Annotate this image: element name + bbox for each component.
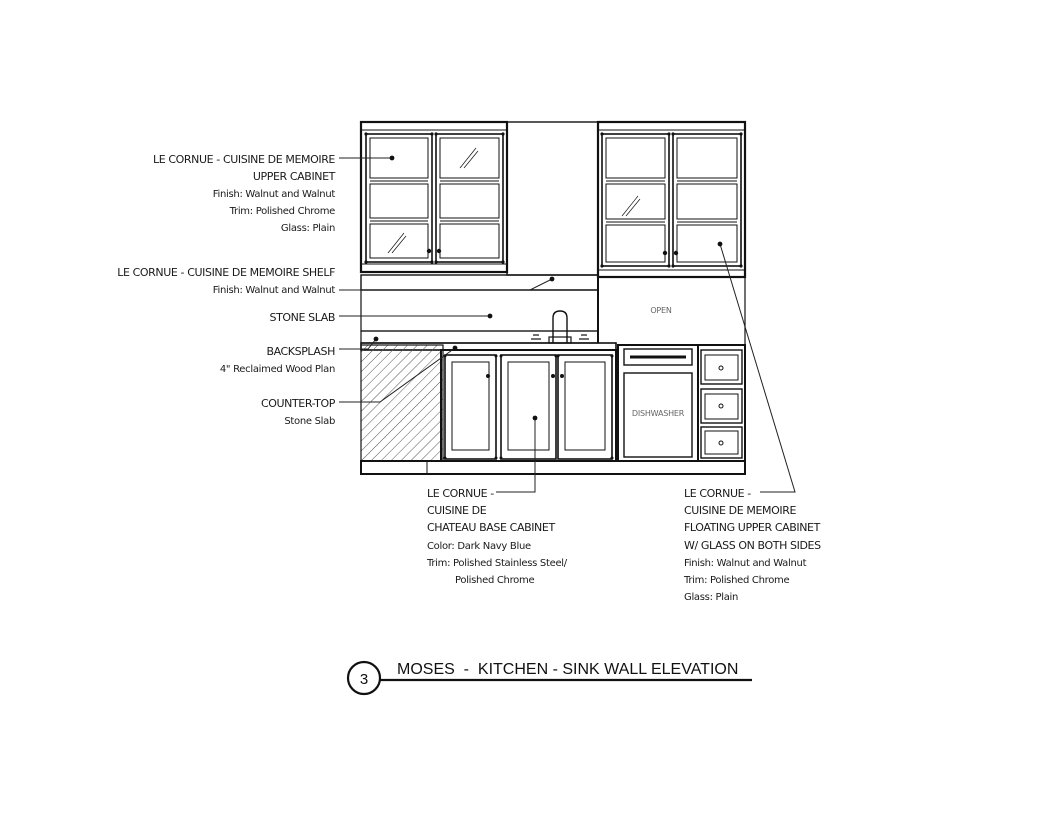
note-base-cabinet-line4: Color: Dark Navy Blue (427, 541, 531, 552)
note-shelf-line2: Finish: Walnut and Walnut (212, 285, 335, 296)
note-upper-cabinet-line1: LE CORNUE - CUISINE DE MEMOIRE (153, 153, 335, 166)
dishwasher-label: DISHWASHER (631, 409, 685, 418)
note-shelf-line1: LE CORNUE - CUISINE DE MEMOIRE SHELF (117, 266, 335, 279)
drawer-stack (698, 345, 745, 461)
note-upper-cabinet-line3: Finish: Walnut and Walnut (212, 189, 335, 200)
note-shelf (117, 266, 335, 296)
floating-door-right (673, 134, 741, 266)
base-cabinet-knobs (444, 355, 614, 460)
note-countertop-line2: Stone Slab (284, 416, 335, 427)
note-floating-cabinet-line5: Finish: Walnut and Walnut (684, 558, 807, 569)
left-upper-cabinet (361, 122, 507, 272)
leader-floating-cabinet (720, 244, 795, 492)
upper-door-left (366, 134, 432, 262)
note-floating-cabinet-line7: Glass: Plain (684, 592, 739, 603)
note-floating-cabinet-line1: LE CORNUE - (684, 487, 751, 500)
drawing-title: MOSES - KITCHEN - SINK WALL ELEVATION (397, 661, 739, 678)
note-backsplash-line2: 4" Reclaimed Wood Plan (219, 364, 335, 375)
note-upper-cabinet-line2: UPPER CABINET (252, 170, 335, 183)
upper-door-right (436, 134, 503, 262)
note-base-cabinet-line3: CHATEAU BASE CABINET (427, 521, 555, 534)
note-base-cabinet-line2: CUISINE DE (427, 504, 487, 517)
note-base-cabinet-line1: LE CORNUE - (427, 487, 494, 500)
note-stone-slab-line1: STONE SLAB (269, 311, 335, 324)
hatched-end-panel (361, 345, 443, 461)
faucet (531, 311, 589, 343)
note-upper-cabinet-line5: Glass: Plain (280, 223, 335, 234)
base-cabinet (441, 350, 616, 461)
note-floating-cabinet-line6: Trim: Polished Chrome (684, 575, 790, 586)
drawing-number: 3 (359, 671, 369, 688)
note-base-cabinet-line5: Trim: Polished Stainless Steel/ (427, 558, 567, 569)
upper-left-hardware (364, 132, 504, 263)
note-base-cabinet-line6: Polished Chrome (455, 575, 535, 586)
walnut-shelf (361, 275, 598, 290)
stone-slab-backsplash (361, 290, 598, 331)
center-wall-panel (507, 122, 598, 275)
note-floating-cabinet-line3: FLOATING UPPER CABINET (684, 521, 820, 534)
note-floating-cabinet-line2: CUISINE DE MEMOIRE (684, 504, 797, 517)
kitchen-elevation (361, 122, 745, 474)
note-backsplash-line1: BACKSPLASH (266, 345, 335, 358)
note-upper-cabinet (153, 153, 336, 234)
note-floating-cabinet-line4: W/ GLASS ON BOTH SIDES (684, 539, 821, 552)
floating-door-left (602, 134, 669, 266)
note-upper-cabinet-line4: Trim: Polished Chrome (229, 206, 335, 217)
note-base-cabinet (426, 487, 568, 586)
drawing-title-block (348, 661, 752, 694)
note-stone-slab (270, 311, 335, 324)
note-backsplash (220, 345, 335, 375)
note-floating-cabinet (683, 487, 821, 603)
dishwasher (618, 345, 698, 461)
leader-base-cabinet (496, 418, 535, 492)
open-label: OPEN (650, 306, 672, 315)
note-countertop (261, 397, 336, 427)
leader-shelf (339, 279, 552, 290)
toe-kick (361, 461, 745, 474)
note-countertop-line1: COUNTER-TOP (260, 397, 335, 410)
